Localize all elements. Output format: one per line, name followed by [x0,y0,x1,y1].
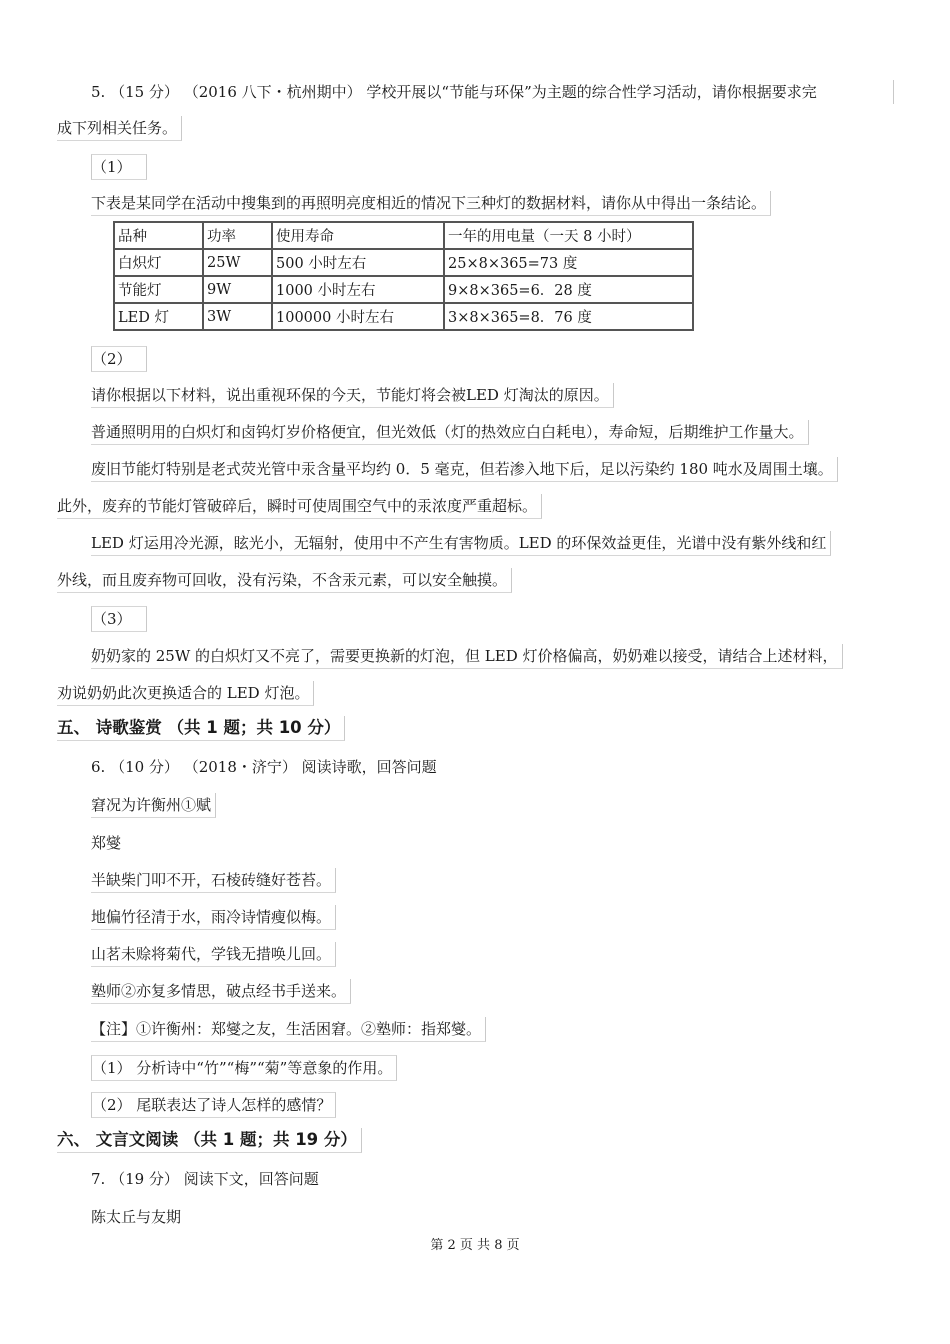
table-cell: 9W [203,276,272,303]
table-cell: 25W [203,249,272,276]
q5-header-line2: 成下列相关任务。 [57,116,182,141]
q5-header-line1-edge [881,80,894,104]
section-five-heading: 五、 诗歌鉴赏 （共 1 题；共 10 分） [57,716,345,741]
table-cell: LED 灯 [114,303,203,330]
q6-subquestion-1: （1） 分析诗中“竹”“梅”“菊”等意象的作用。 [91,1055,397,1081]
table-header-cell: 品种 [114,222,203,249]
table-row [114,276,693,303]
q5-material-1: 普通照明用的白炽灯和卤钨灯岁价格便宜，但光效低（灯的热效应白白耗电），寿命短，后期维护工作量大。 [91,420,809,445]
table-row [114,303,693,330]
table-header-row [114,222,693,249]
table-cell: 25×8×365=73 度 [444,249,693,276]
poem-line: 山茗未赊将菊代，学钱无措唤儿回。 [91,942,336,967]
table-row [114,249,693,276]
section-six-heading: 六、 文言文阅读 （共 1 题；共 19 分） [57,1128,362,1153]
poem-title: 窘况为许衡州①赋 [91,793,216,818]
table-header-cell: 功率 [203,222,272,249]
q5-part2-prompt: 请你根据以下材料，说出重视环保的今天，节能灯将会被LED 灯淘汰的原因。 [91,383,614,408]
q5-part2-label: （2） [91,346,147,372]
table-cell: 100000 小时左右 [272,303,444,330]
q5-header-line1: 5. （15 分） （2016 八下・杭州期中） 学校开展以“节能与环保”为主题的综合性学习活动，请你根据要求完 [91,83,817,101]
poem-line: 地偏竹径清于水，雨冷诗情瘦似梅。 [91,905,336,930]
q5-part3-line2: 劝说奶奶此次更换适合的 LED 灯泡。 [57,681,314,706]
table-cell: 节能灯 [114,276,203,303]
q5-part3-label: （3） [91,606,147,632]
q7-passage-title: 陈太丘与友期 [91,1208,182,1226]
lamp-data-table [113,221,694,331]
q7-header: 7. （19 分） 阅读下文，回答问题 [91,1170,319,1188]
q5-material-3-line2: 外线，而且废弃物可回收，没有污染，不含汞元素，可以安全触摸。 [57,568,512,593]
table-cell: 500 小时左右 [272,249,444,276]
q5-part1-label: （1） [91,154,147,180]
poem-line: 半缺柴门叩不开，石棱砖缝好苍苔。 [91,868,336,893]
q5-material-3-line1: LED 灯运用冷光源，眩光小，无辐射，使用中不产生有害物质。LED 的环保效益更佳，光谱中没有紫外线和红 [91,531,831,556]
poem-author: 郑燮 [91,834,122,852]
q5-part3-line1: 奶奶家的 25W 的白炽灯又不亮了，需要更换新的灯泡，但 LED 灯价格偏高，奶奶难以接受，请结合上述材料， [91,644,843,669]
table-cell: 3×8×365=8．76 度 [444,303,693,330]
q5-material-2-line1: 废旧节能灯特别是老式荧光管中汞含量平均约 0．5 毫克，但若渗入地下后，足以污染约 180 吨水及周围土壤。 [91,457,838,482]
table-header-cell: 一年的用电量（一天 8 小时） [444,222,693,249]
page-footer: 第 2 页 共 8 页 [430,1238,520,1253]
q5-material-2-line2: 此外，废弃的节能灯管破碎后，瞬时可使周围空气中的汞浓度严重超标。 [57,494,542,519]
poem-note: 【注】①许衡州：郑燮之友，生活困窘。②塾师：指郑燮。 [91,1017,486,1042]
q5-part1-prompt: 下表是某同学在活动中搜集到的再照明亮度相近的情况下三种灯的数据材料，请你从中得出一条结论。 [91,191,771,216]
poem-line: 塾师②亦复多情思，破点经书手送来。 [91,979,351,1004]
table-cell: 1000 小时左右 [272,276,444,303]
table-header-cell: 使用寿命 [272,222,444,249]
table-cell: 白炽灯 [114,249,203,276]
table-cell: 3W [203,303,272,330]
table-cell: 9×8×365=6．28 度 [444,276,693,303]
q6-subquestion-2: （2） 尾联表达了诗人怎样的感情？ [91,1092,336,1118]
q6-header: 6. （10 分） （2018・济宁） 阅读诗歌，回答问题 [91,758,437,776]
